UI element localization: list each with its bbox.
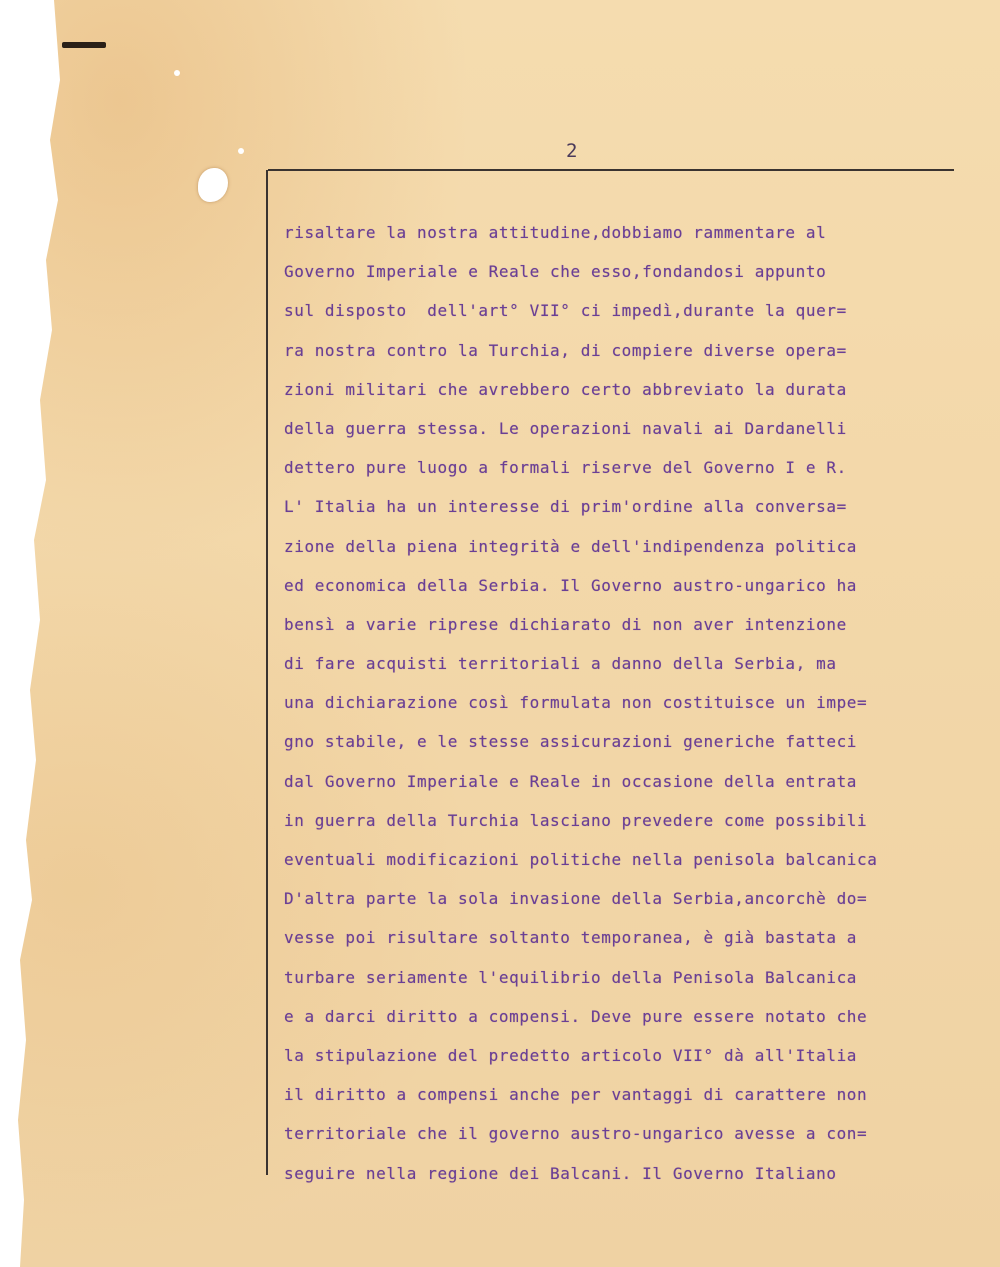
paper-hole-small [174, 70, 180, 76]
torn-left-edge [0, 0, 60, 1267]
page-number: 2 [566, 140, 578, 162]
text-line: zione della piena integrità e dell'indipendenza politica [284, 536, 858, 556]
text-line: territoriale che il governo austro-ungarico avesse a con= [284, 1124, 868, 1144]
text-line: dettero pure luogo a formali riserve del Governo I e R. [284, 458, 847, 478]
text-line: ra nostra contro la Turchia, di compiere diverse opera= [284, 340, 847, 360]
text-line: della guerra stessa. Le operazioni navali ai Dardanelli [284, 418, 847, 438]
text-line: dal Governo Imperiale e Reale in occasione della entrata [284, 771, 858, 791]
text-line: seguire nella regione dei Balcani. Il Governo Italiano [284, 1163, 837, 1183]
text-line: il diritto a compensi anche per vantaggi di carattere non [284, 1085, 868, 1105]
text-line: L' Italia ha un interesse di prim'ordine alla conversa= [284, 497, 847, 517]
text-line: in guerra della Turchia lasciano prevedere come possibili [284, 810, 868, 830]
text-line: una dichiarazione così formulata non costituisce un impe= [284, 693, 868, 713]
text-line: la stipulazione del predetto articolo VII° dà all'Italia [284, 1045, 858, 1065]
staple-mark [62, 42, 106, 48]
top-rule [268, 169, 954, 171]
left-margin-rule [266, 170, 268, 1175]
typed-body-text [284, 213, 964, 1193]
text-line: ed economica della Serbia. Il Governo austro-ungarico ha [284, 575, 858, 595]
text-line: bensì a varie riprese dichiarato di non aver intenzione [284, 614, 847, 634]
text-line: D'altra parte la sola invasione della Serbia,ancorchè do= [284, 889, 868, 909]
text-line: gno stabile, e le stesse assicurazioni generiche fatteci [284, 732, 858, 752]
text-line: Governo Imperiale e Reale che esso,fondandosi appunto [284, 262, 827, 282]
paper-hole [198, 168, 228, 202]
text-line: vesse poi risultare soltanto temporanea, è già bastata a [284, 928, 858, 948]
text-line: di fare acquisti territoriali a danno della Serbia, ma [284, 654, 837, 674]
paper-hole-small [238, 148, 244, 154]
text-line: zioni militari che avrebbero certo abbreviato la durata [284, 379, 847, 399]
text-line: sul disposto dell'art° VII° ci impedì,durante la quer= [284, 301, 847, 321]
text-line: turbare seriamente l'equilibrio della Penisola Balcanica [284, 967, 858, 987]
text-line: risaltare la nostra attitudine,dobbiamo rammentare al [284, 223, 827, 242]
text-line: eventuali modificazioni politiche nella penisola balcanica [284, 850, 878, 869]
text-line: e a darci diritto a compensi. Deve pure essere notato che [284, 1006, 868, 1026]
